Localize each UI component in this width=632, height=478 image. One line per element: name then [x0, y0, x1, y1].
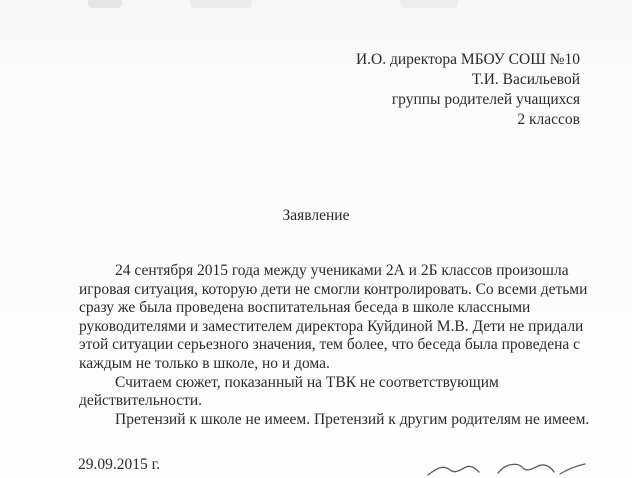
paragraph-2	[79, 374, 591, 411]
signature-scribble	[420, 456, 590, 478]
document-title: Заявление	[282, 207, 350, 224]
body-line: 24 сентября 2015 года между учениками 2А и 2Б классов произошла	[115, 262, 569, 279]
body-line: этой ситуации серьезного значения, тем более, что беседа была проведена с	[79, 336, 581, 354]
scan-artifact	[190, 0, 252, 8]
body-line: игровая ситуация, которую дети не смогли контролировать. Со всеми детьми	[79, 280, 588, 298]
body-line: руководителями и заместителем директора Куйдиной М.В. Дети не придали	[79, 317, 584, 335]
addressee-line: Т.И. Васильевой	[471, 71, 580, 88]
paragraph-1	[79, 262, 591, 374]
addressee-block	[356, 50, 580, 130]
body-line: Претензий к школе не имеем. Претензий к другим родителям не имеем.	[115, 410, 590, 428]
scan-artifact	[400, 0, 458, 8]
body-line: Считаем сюжет, показанный на ТВК не соответствующим	[115, 373, 499, 391]
paragraph-3	[79, 411, 591, 430]
addressee-line: группы родителей учащихся	[391, 91, 580, 108]
addressee-line: 2 классов	[517, 111, 580, 128]
document-date: 29.09.2015 г.	[78, 456, 161, 473]
body-line: каждым не только в школе, но и дома.	[79, 354, 330, 372]
scan-artifact	[88, 0, 122, 8]
document-body	[79, 262, 591, 429]
addressee-line: И.О. директора МБОУ СОШ №10	[355, 51, 580, 68]
body-line: сразу же была проведена воспитательная беседа в школе классными	[79, 299, 531, 317]
body-line: действительности.	[79, 392, 203, 410]
